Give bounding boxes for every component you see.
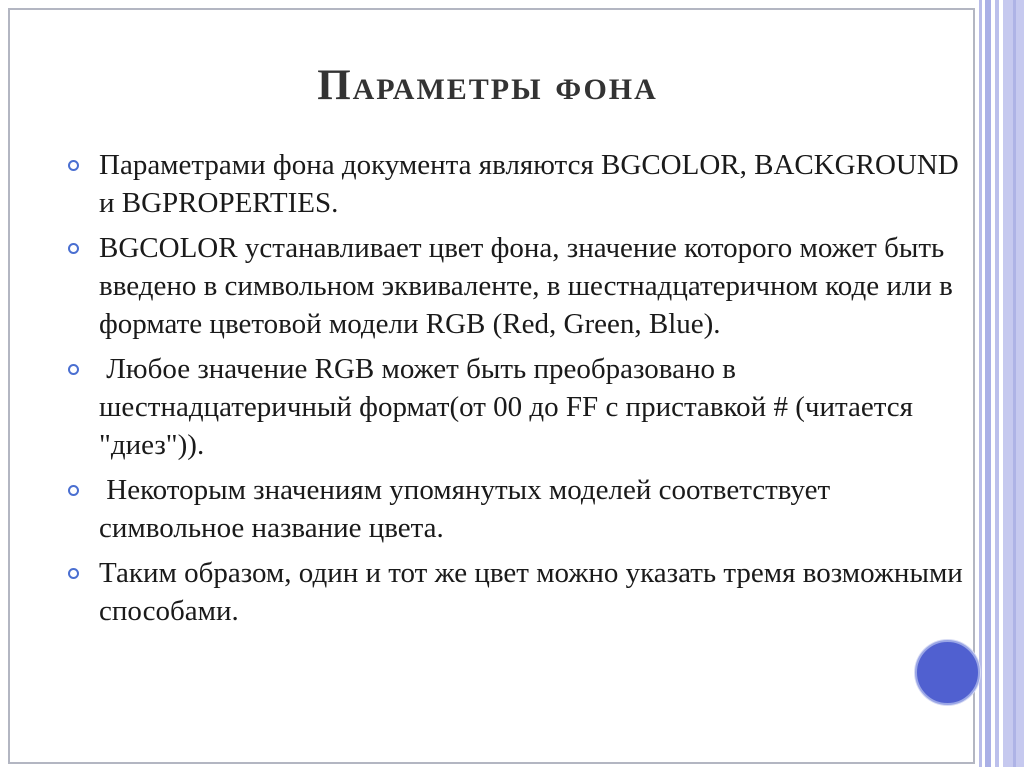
decorative-stripe — [1013, 0, 1016, 767]
bullet-text: BGCOLOR устанавливает цвет фона, значение которого может быть введено в символьном эквиваленте, в шестнадцатеричном коде или в формате цветовой модели RGB (Red, Green, Blue). — [99, 232, 953, 340]
bullet-text: Параметрами фона документа являются BGCOLOR, BACKGROUND и BGPROPERTIES. — [99, 149, 959, 219]
slide-title: Параметры фона — [317, 62, 658, 109]
bullet-item — [68, 554, 968, 630]
bullet-text: Таким образом, один и тот же цвет можно указать тремя возможными способами. — [99, 557, 963, 627]
bullet-text: Некоторым значениям упомянутых моделей соответствует символьное название цвета. — [99, 474, 838, 544]
bullet-icon — [68, 364, 79, 375]
decorative-stripe — [985, 0, 991, 767]
decorative-stripe — [979, 0, 982, 767]
bullet-item — [68, 146, 968, 222]
bullet-list — [68, 146, 968, 637]
bullet-text: Любое значение RGB может быть преобразовано в шестнадцатеричный формат(от 00 до FF с приставкой # (читается "диез")). — [99, 353, 921, 461]
bullet-item — [68, 471, 968, 547]
bullet-item — [68, 350, 968, 464]
bullet-icon — [68, 160, 79, 171]
bullet-icon — [68, 568, 79, 579]
bullet-item — [68, 229, 968, 343]
bullet-icon — [68, 243, 79, 254]
decorative-stripe — [995, 0, 999, 767]
decorative-circle-icon — [915, 640, 980, 705]
bullet-icon — [68, 485, 79, 496]
